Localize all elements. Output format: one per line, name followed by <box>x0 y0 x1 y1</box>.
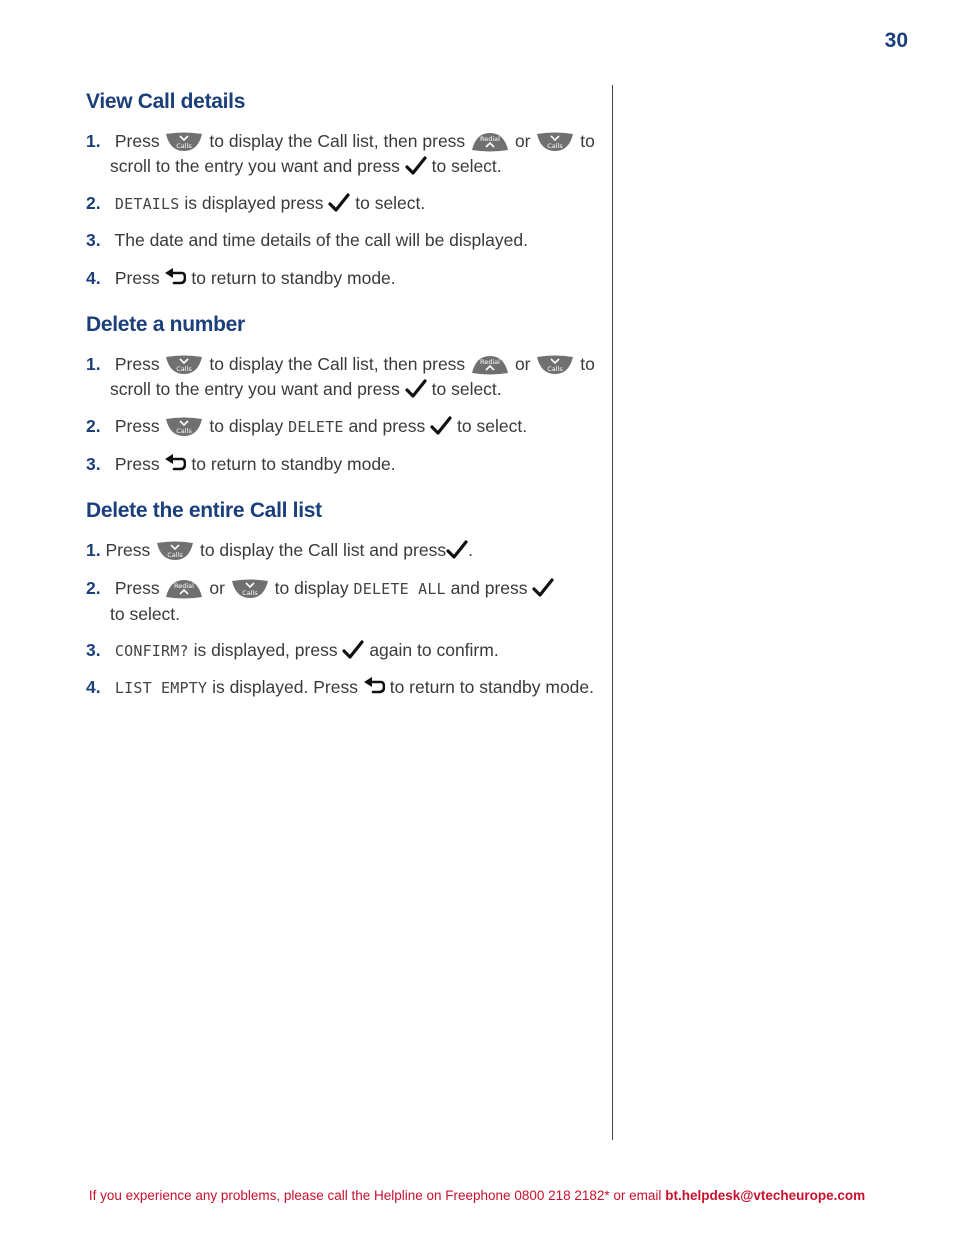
step-text: Press <box>114 416 160 436</box>
step-text: is displayed press <box>184 193 324 213</box>
step-text: to <box>580 354 595 374</box>
step-number: 3. <box>86 454 101 474</box>
calls-down-icon <box>165 132 203 152</box>
step-text: to display the Call list, then press <box>209 131 466 151</box>
step-text: or <box>514 131 531 151</box>
step-text: or <box>514 354 531 374</box>
calls-down-icon <box>165 417 203 437</box>
list-item <box>86 638 606 664</box>
step-text: Press <box>114 454 160 474</box>
list-item <box>86 352 606 402</box>
lcd-text: CONFIRM? <box>114 642 189 660</box>
list-item <box>86 129 606 179</box>
step-text: scroll to the entry you want and press <box>110 156 400 176</box>
redial-up-icon <box>471 132 509 152</box>
step-text: to select. <box>431 156 502 176</box>
list-item <box>86 191 606 217</box>
step-text: to display the Call list, then press <box>209 354 466 374</box>
step-text: or <box>209 578 225 598</box>
checkmark-icon <box>342 640 364 660</box>
footer-email-link[interactable]: bt.helpdesk@vtecheurope.com <box>665 1188 866 1203</box>
step-text: to display <box>274 578 349 598</box>
step-text: is displayed. Press <box>212 677 358 697</box>
step-text: scroll to the entry you want and press <box>110 379 400 399</box>
step-text: to return to standby mode. <box>389 677 595 697</box>
checkmark-icon <box>405 156 427 176</box>
step-text: and press <box>348 416 426 436</box>
step-text: to <box>580 131 595 151</box>
calls-down-icon <box>156 541 194 561</box>
step-text: The date and time details of the call will be displayed. <box>114 230 528 250</box>
step-number: 2. <box>86 416 101 436</box>
section-title-view-call-details: View Call details <box>86 90 246 113</box>
section-title-delete-entire-call-list: Delete the entire Call list <box>86 499 322 522</box>
back-arrow-icon <box>164 268 186 288</box>
footer-text: If you experience any problems, please call the Helpline on Freephone 0800 218 2182* or email <box>88 1188 662 1203</box>
step-text: Press <box>114 268 160 288</box>
step-text: is displayed, press <box>193 640 338 660</box>
footer-helpline <box>0 1188 954 1203</box>
list-item <box>86 576 606 627</box>
step-text: Press <box>114 578 160 598</box>
step-text: and press <box>450 578 528 598</box>
calls-down-icon <box>165 355 203 375</box>
checkmark-icon <box>430 416 452 436</box>
lcd-text: LIST EMPTY <box>114 679 208 697</box>
step-number: 4. <box>86 677 101 697</box>
back-arrow-icon <box>363 677 385 697</box>
step-text: Press <box>105 540 151 560</box>
section-title-delete-a-number: Delete a number <box>86 313 245 336</box>
step-number: 1. <box>86 540 101 560</box>
step-text: Press <box>114 354 160 374</box>
step-text: to display <box>209 416 284 436</box>
list-item <box>86 538 606 563</box>
step-number: 2. <box>86 578 101 598</box>
calls-down-icon <box>231 579 269 599</box>
lcd-text: DETAILS <box>114 195 180 213</box>
step-number: 4. <box>86 268 101 288</box>
list-item <box>86 675 606 701</box>
calls-down-icon <box>536 132 574 152</box>
back-arrow-icon <box>164 454 186 474</box>
step-number: 1. <box>86 354 101 374</box>
list-item <box>86 414 606 440</box>
step-text: Press <box>114 131 160 151</box>
calls-down-icon <box>536 355 574 375</box>
step-text: . <box>468 540 473 560</box>
step-text: to select. <box>355 193 426 213</box>
checkmark-icon <box>532 578 554 598</box>
checkmark-icon <box>328 193 350 213</box>
step-number: 1. <box>86 131 101 151</box>
step-number: 2. <box>86 193 101 213</box>
checkmark-icon <box>446 540 468 560</box>
step-text: to select. <box>431 379 502 399</box>
step-text: to return to standby mode. <box>191 454 396 474</box>
checkmark-icon <box>405 379 427 399</box>
step-number: 3. <box>86 640 101 660</box>
step-text: again to confirm. <box>369 640 499 660</box>
page-number: 30 <box>884 29 908 52</box>
step-text: to display the Call list and press <box>199 540 447 560</box>
redial-up-icon <box>165 579 203 599</box>
lcd-text: DELETE ALL <box>353 580 446 598</box>
step-text: to return to standby mode. <box>191 268 396 288</box>
list-item <box>86 228 606 253</box>
list-item <box>86 266 606 291</box>
step-number: 3. <box>86 230 101 250</box>
list-item <box>86 452 606 477</box>
column-divider <box>612 85 613 1140</box>
lcd-text: DELETE <box>288 418 344 436</box>
redial-up-icon <box>471 355 509 375</box>
step-text: to select. <box>457 416 528 436</box>
step-text: to select. <box>110 604 181 624</box>
